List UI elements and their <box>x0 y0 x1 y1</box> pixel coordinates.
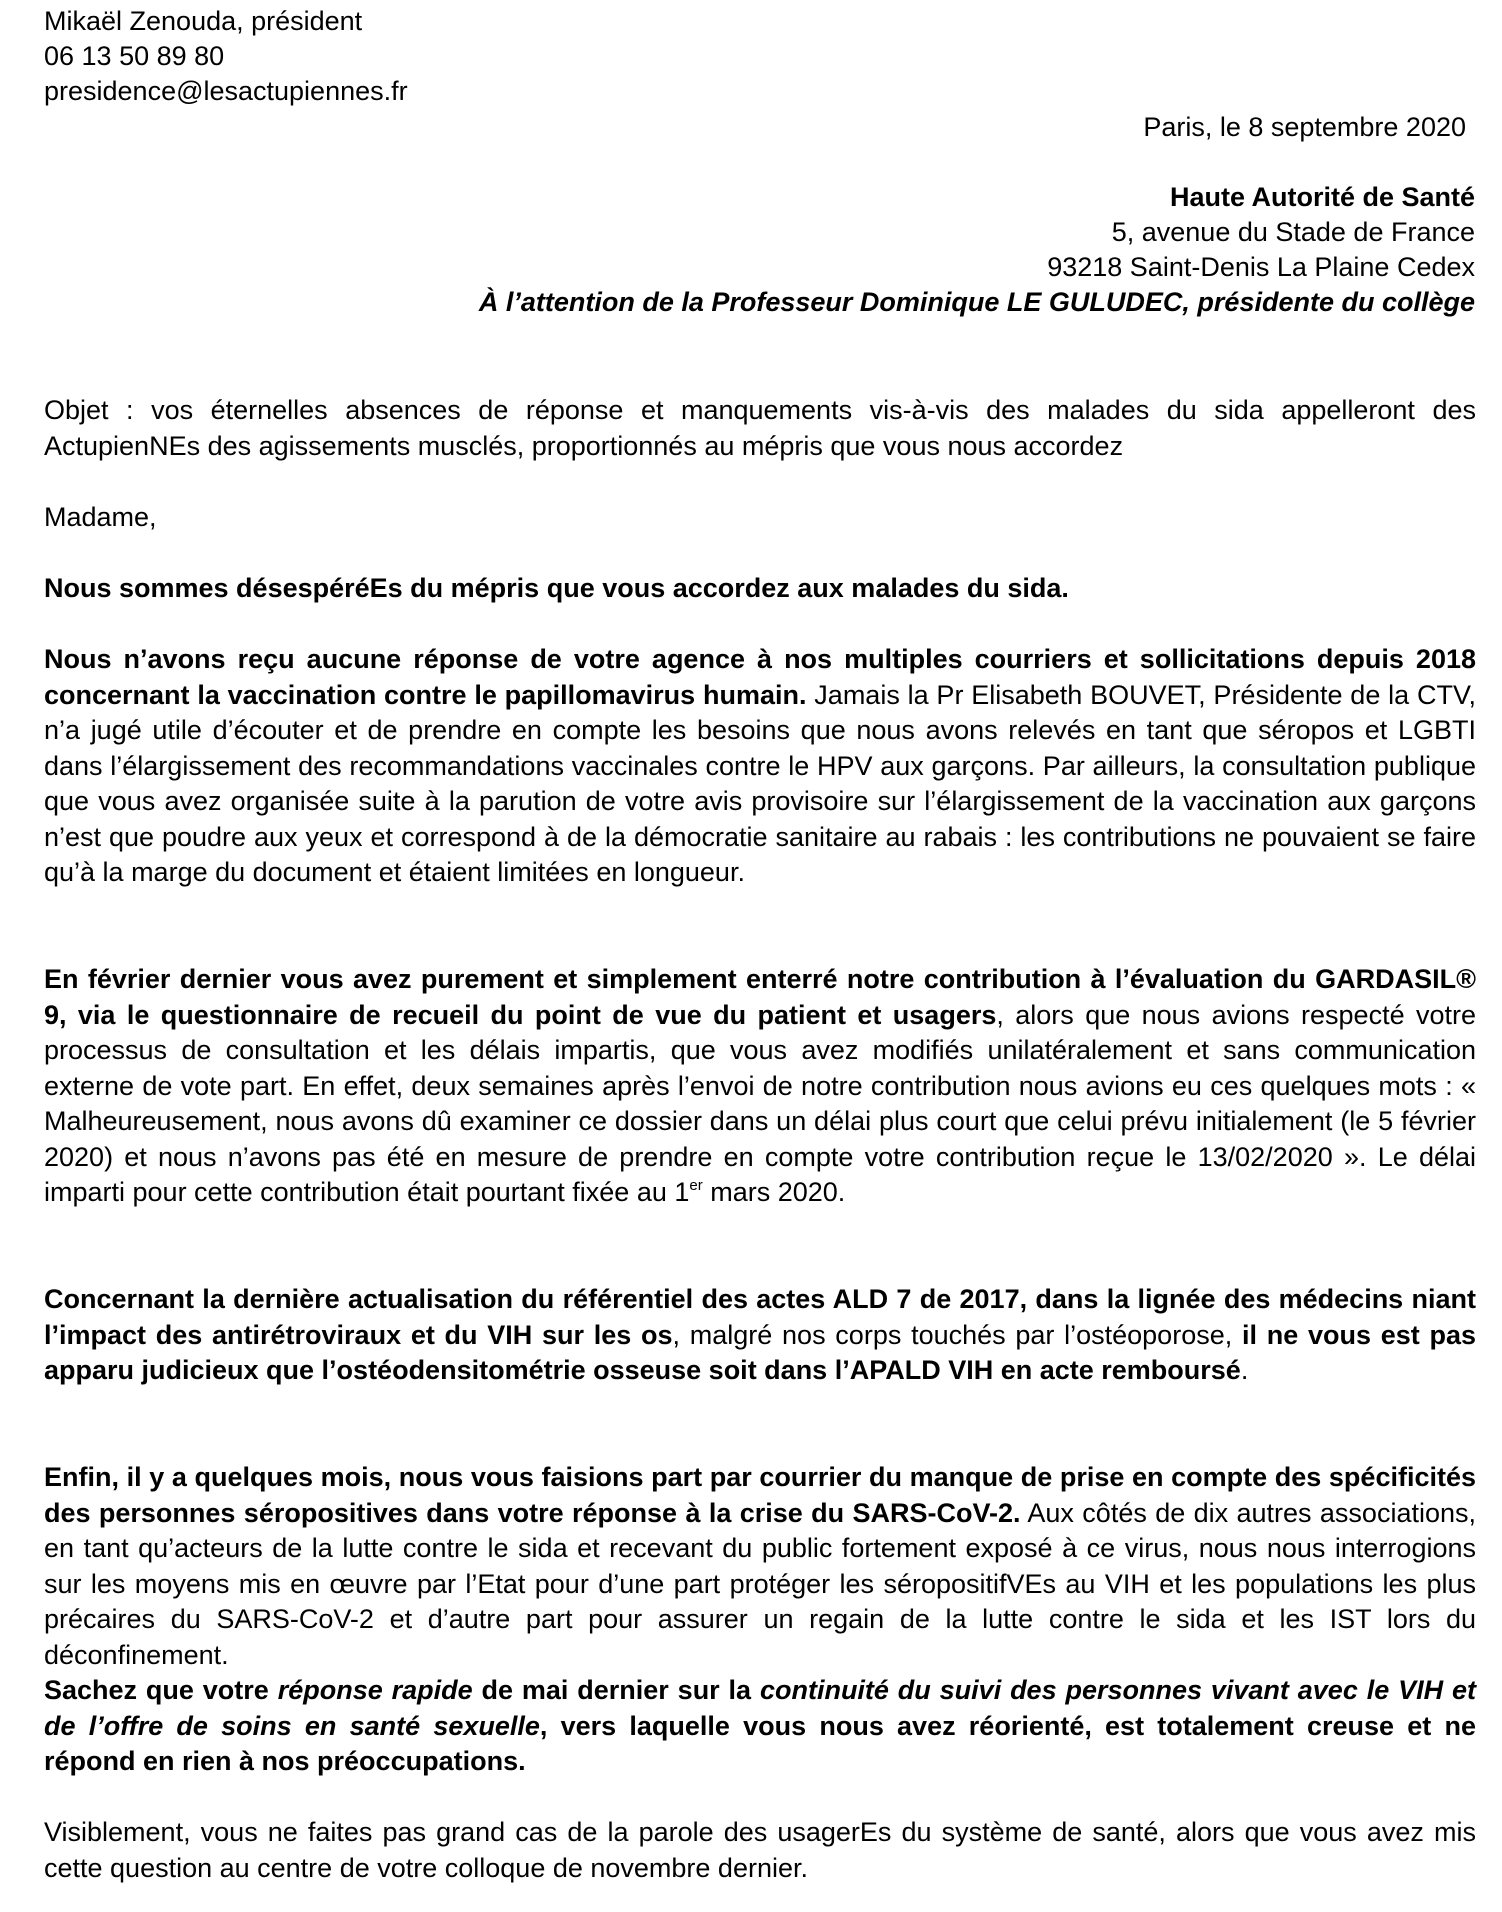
paragraph-6-bold-italic-2: continuité du suivi des personnes vivant avec le VIH et de l’offre de soins en santé sexuelle <box>44 1675 1476 1741</box>
paragraph-5 <box>44 1460 1476 1673</box>
paragraph-3-superscript: er <box>689 1177 703 1194</box>
paragraph-1 <box>44 571 1476 607</box>
paragraph-7-text: Visiblement, vous ne faites pas grand cas de la parole des usagerEs du système de santé, alors que vous avez mis cette question au centre de votre colloque de novembre dernier. <box>44 1817 1476 1883</box>
paragraph-5-text: Aux côtés de dix autres associations, en tant qu’acteurs de la lutte contre le sida et recevant du public fortement exposé à ce virus, nous nous interrogions sur les moyens mis en œuvre par l’Etat pour d’une part protéger les séropositifVEs au VIH et les populations les plus précaires du SARS-CoV-2 et d’autre part pour assurer un regain de la lutte contre le sida et les IST lors du déconfinement. <box>44 1497 1476 1670</box>
sender-email: presidence@lesactupiennes.fr <box>44 76 408 106</box>
paragraph-7 <box>44 1815 1476 1886</box>
recipient-address-line-2: 93218 Saint-Denis La Plaine Cedex <box>1047 252 1475 282</box>
paragraph-3-bold: En février dernier vous avez purement et simplement enterré notre contribution à l’évaluation du GARDASIL® 9, via le questionnaire de recueil du point de vue du patient et usagers <box>44 964 1476 1030</box>
paragraph-4-bold-2: il ne vous est pas apparu judicieux que l’ostéodensitométrie osseuse soit dans l’APALD VIH en acte remboursé <box>44 1319 1476 1385</box>
sender-phone: 06 13 50 89 80 <box>44 41 225 71</box>
salutation: Madame, <box>44 502 157 532</box>
sender-name: Mikaël Zenouda, président <box>44 6 363 36</box>
paragraph-2-text: Jamais la Pr Elisabeth BOUVET, Présidente de la CTV, n’a jugé utile d’écouter et de prendre en compte les besoins que nous avons relevés en tant que séropos et LGBTI dans l’élargissement des recommandations vaccinales contre le HPV aux garçons. Par ailleurs, la consultation publique que vous avez organisée suite à la parution de votre avis provisoire sur l’élargissement de la vaccination aux garçons n’est que poudre aux yeux et correspond à de la démocratie sanitaire au rabais : les contributions ne pouvaient se faire qu’à la marge du document et étaient limitées en longueur. <box>44 679 1476 887</box>
subject-line: Objet : vos éternelles absences de réponse et manquements vis-à-vis des malades du sida appelleront des ActupienNEs des agissements musclés, proportionnés au mépris que vous nous accordez <box>44 395 1476 461</box>
paragraph-4 <box>44 1282 1476 1389</box>
recipient-attention: À l’attention de la Professeur Dominique LE GULUDEC, présidente du collège <box>478 287 1475 317</box>
letter-date: Paris, le 8 septembre 2020 <box>1143 112 1466 142</box>
paragraph-4-bold-1: Concernant la dernière actualisation du référentiel des actes ALD 7 de 2017, dans la lignée des médecins niant l’impact des antirétroviraux et du VIH sur les os <box>44 1284 1476 1350</box>
paragraph-6 <box>44 1673 1476 1780</box>
paragraph-5-bold: Enfin, il y a quelques mois, nous vous faisions part par courrier du manque de prise en compte des spécificités des personnes séropositives dans votre réponse à la crise du SARS-CoV-2. <box>44 1462 1476 1528</box>
paragraph-4-text-2: . <box>1240 1355 1249 1385</box>
paragraph-3-text: , alors que nous avions respecté votre processus de consultation et les délais impartis, que vous avez modifiés unilatéralement et sans communication externe de vote part. En effet, deux semaines après l’envoi de notre contribution nous avions eu ces quelques mots : « Malheureusement, nous avons dû examiner ce dossier dans un délai plus court que celui prévu initialement (le 5 février 2020) et nous n’avons pas été en mesure de prendre en compte votre contribution reçue le 13/02/2020 ». Le délai imparti pour cette contribution était pourtant fixée au 1 <box>44 999 1477 1207</box>
recipient-address-line-1: 5, avenue du Stade de France <box>1111 217 1475 247</box>
paragraph-3 <box>44 962 1476 1211</box>
sender-block <box>44 4 408 109</box>
paragraph-6-bold-2: de mai dernier sur la <box>472 1675 760 1705</box>
paragraph-4-text-1: , malgré nos corps touchés par l’ostéoporose, <box>672 1319 1242 1350</box>
paragraph-2 <box>44 642 1476 891</box>
paragraph-6-bold-1: Sachez que votre <box>44 1675 278 1705</box>
paragraph-2-bold: Nous n’avons reçu aucune réponse de votre agence à nos multiples courriers et sollicitations depuis 2018 concernant la vaccination contre le papillomavirus humain. <box>44 644 1476 710</box>
paragraph-6-bold-3: , vers laquelle vous nous avez réorienté, est totalement creuse et ne répond en rien à nos préoccupations. <box>44 1710 1476 1776</box>
paragraph-3-tail: mars 2020. <box>702 1177 846 1207</box>
recipient-block <box>479 180 1475 320</box>
recipient-organization: Haute Autorité de Santé <box>1169 182 1475 212</box>
paragraph-1-bold: Nous sommes désespéréEs du mépris que vous accordez aux malades du sida. <box>44 573 1069 603</box>
paragraph-6-bold-italic-1: réponse rapide <box>277 1675 473 1705</box>
